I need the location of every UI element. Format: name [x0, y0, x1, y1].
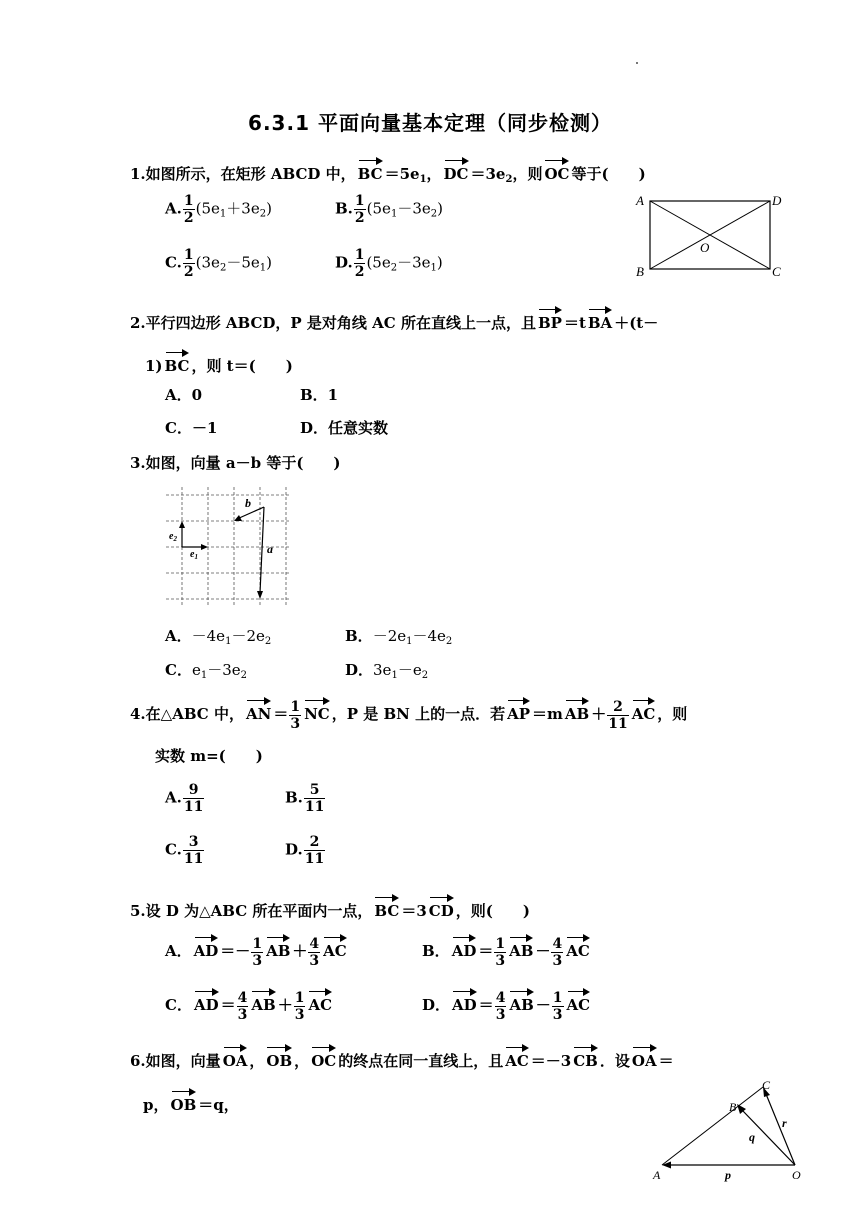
- numerator: 1: [290, 698, 301, 715]
- label-e1-letter: e: [190, 549, 195, 560]
- q2-option-c[interactable]: C．－1: [165, 419, 218, 437]
- eq-text: ＝t: [563, 314, 586, 332]
- denominator: 3: [552, 952, 563, 969]
- vector-bp: BP: [538, 305, 562, 331]
- fraction: [494, 936, 506, 969]
- vector-ab: AB: [251, 987, 275, 1013]
- label-p: p: [725, 1168, 731, 1182]
- subscript: 2: [390, 262, 398, 274]
- vector-bc: BC: [374, 893, 399, 919]
- numerator: 1: [294, 989, 305, 1006]
- q4-option-d[interactable]: [285, 834, 326, 867]
- question-text: ，P 是 BN 上的一点．若: [331, 705, 506, 723]
- vector-a: [260, 507, 264, 593]
- subscript: 2: [259, 208, 267, 220]
- option-label: D.: [335, 253, 353, 272]
- numerator: 1: [183, 247, 194, 263]
- subscript: 1: [419, 174, 427, 185]
- vector-ad: AD: [194, 933, 219, 959]
- operator: ＋: [277, 996, 293, 1014]
- eq-text: ＋: [591, 705, 607, 723]
- option-text: －3e: [207, 661, 241, 679]
- question-4: [130, 696, 687, 732]
- fraction: [183, 193, 195, 226]
- ask-text: ，则 t＝( ): [191, 357, 293, 375]
- vector-ab: AB: [509, 987, 533, 1013]
- option-text: (5e: [366, 199, 391, 218]
- option-label: C．: [165, 996, 192, 1014]
- question-6: [130, 1043, 674, 1071]
- vector-oc: OC: [311, 1043, 336, 1069]
- option-label: A．: [165, 627, 192, 645]
- question-text: 如图，向量 a－b 等于( ): [145, 454, 341, 472]
- question-number: 4.: [130, 705, 146, 723]
- numerator: 2: [304, 834, 325, 851]
- option-text: －4e: [191, 627, 226, 645]
- denominator: 3: [237, 1006, 248, 1023]
- vector-dc: DC: [444, 156, 469, 182]
- numerator: 4: [309, 935, 320, 952]
- option-label: D．: [345, 661, 374, 679]
- numerator: 9: [183, 782, 204, 799]
- subscript: 1: [430, 262, 437, 274]
- vector-bc: BC: [165, 348, 190, 374]
- label-c: C: [762, 1078, 771, 1092]
- question-4-line2: 实数 m=( ): [155, 747, 263, 765]
- denominator: 2: [183, 264, 194, 280]
- fraction: [289, 699, 301, 732]
- fraction: [183, 782, 204, 815]
- eq-text: ＝: [658, 1052, 674, 1070]
- q5-option-c[interactable]: [165, 987, 334, 1023]
- numerator: 4: [552, 935, 563, 952]
- q3-option-b[interactable]: [345, 626, 452, 652]
- subscript: 2: [421, 670, 429, 681]
- question-text: ＝q，: [198, 1096, 239, 1114]
- label-r: r: [782, 1116, 787, 1130]
- numerator: 1: [552, 989, 563, 1006]
- denominator: 2: [354, 264, 365, 280]
- eq-text: ＝: [478, 996, 494, 1014]
- label-b: B: [729, 1100, 737, 1114]
- option-text: ＋3e: [226, 199, 260, 218]
- option-text: －e: [397, 661, 422, 679]
- question-3: [130, 453, 341, 473]
- option-text: ): [266, 199, 272, 218]
- fraction: [552, 990, 564, 1023]
- label-e1: [190, 549, 198, 561]
- vector-ad: AD: [452, 933, 477, 959]
- label-b: b: [245, 496, 251, 510]
- option-label: B.: [335, 199, 353, 218]
- denominator: 11: [304, 851, 325, 867]
- option-text: (3e: [195, 253, 220, 272]
- option-text: －5e: [226, 253, 260, 272]
- numerator: 1: [252, 935, 263, 952]
- denominator: 11: [608, 715, 628, 732]
- option-label: C.: [165, 840, 182, 859]
- eq-text: ＝: [273, 705, 289, 723]
- vector-oc: OC: [544, 156, 569, 182]
- label-a: a: [267, 542, 273, 556]
- separator: ，: [294, 1052, 310, 1070]
- fraction: [308, 936, 320, 969]
- numerator: 1: [354, 247, 365, 263]
- vector-nc: NC: [304, 696, 330, 722]
- subscript: 1: [391, 670, 398, 681]
- then-text: ，则: [512, 165, 543, 183]
- question-text: 如图，向量: [145, 1052, 221, 1070]
- denominator: 2: [183, 210, 194, 226]
- fraction: [304, 782, 325, 815]
- question-1: [130, 156, 646, 190]
- numerator: 2: [607, 699, 628, 716]
- vector-ac: AC: [323, 933, 347, 959]
- label-c: C: [772, 264, 781, 279]
- vector-ac: AC: [567, 987, 591, 1013]
- vector-r: [766, 1094, 795, 1165]
- q1-option-a[interactable]: [165, 193, 272, 226]
- fraction: [354, 247, 366, 280]
- question-text: 在△ABC 中，: [145, 705, 244, 723]
- arrowhead-e1: [201, 544, 208, 550]
- vector-ob: OB: [266, 1043, 292, 1069]
- fraction: [294, 990, 306, 1023]
- vector-cb: CB: [573, 1043, 598, 1069]
- eq-text: ＝5e: [384, 165, 420, 183]
- option-label: D．: [422, 996, 451, 1014]
- denominator: 3: [495, 952, 506, 969]
- subscript: 1: [200, 670, 208, 681]
- denominator: 11: [183, 851, 204, 867]
- q2-option-d[interactable]: D．任意实数: [300, 419, 389, 437]
- vector-ob: OB: [171, 1087, 197, 1113]
- ask-text: 等于( ): [571, 165, 646, 183]
- question-number: 1.: [130, 165, 146, 183]
- subscript: 2: [430, 208, 438, 220]
- arrowhead-a: [257, 591, 263, 599]
- subscript: 1: [259, 262, 267, 274]
- fraction: [183, 834, 204, 867]
- fraction: [495, 990, 507, 1023]
- vector-cd: CD: [429, 893, 454, 919]
- option-text: －3e: [397, 199, 431, 218]
- question-text: 如图所示，在矩形 ABCD 中，: [145, 165, 356, 183]
- vector-ac: AC: [308, 987, 332, 1013]
- subscript: 2: [240, 670, 248, 681]
- fraction: [354, 193, 366, 226]
- q4-option-b[interactable]: [285, 782, 326, 815]
- eq-text: ＝3: [401, 902, 427, 920]
- label-e2-sub: 2: [173, 535, 177, 543]
- vector-bc: BC: [358, 156, 383, 182]
- eq-text: ＝m: [532, 705, 563, 723]
- subscript: 2: [505, 174, 513, 185]
- q1-option-b[interactable]: [335, 193, 443, 226]
- operator: －: [535, 996, 551, 1014]
- label-q: q: [749, 1130, 755, 1144]
- option-text: －4e: [412, 627, 446, 645]
- vector-ab: AB: [509, 933, 533, 959]
- vector-ac: AC: [505, 1043, 529, 1069]
- arrowhead-b: [234, 515, 242, 521]
- question-text: ，则: [657, 705, 688, 723]
- separator: ，: [426, 165, 442, 183]
- numerator: 5: [304, 782, 325, 799]
- eq-text: ＝: [220, 996, 236, 1014]
- label-e1-sub: 1: [194, 553, 198, 561]
- numerator: 1: [495, 935, 506, 952]
- fraction: [237, 990, 249, 1023]
- arrowhead-e2: [179, 521, 185, 528]
- vector-oa: OA: [223, 1043, 248, 1069]
- numerator: 1: [183, 193, 194, 209]
- separator: ，: [249, 1052, 265, 1070]
- vector-oa: OA: [632, 1043, 657, 1069]
- option-text: (5e: [195, 199, 220, 218]
- option-text: 3e: [373, 661, 392, 679]
- q4-option-c[interactable]: [165, 834, 205, 867]
- q5-option-b[interactable]: [422, 933, 592, 969]
- q2-option-b[interactable]: B．1: [300, 386, 339, 404]
- label-d: D: [772, 193, 782, 208]
- question-text: 平行四边形 ABCD，P 是对角线 AC 所在直线上一点，且: [145, 314, 536, 332]
- option-text: －2e: [372, 627, 407, 645]
- denominator: 3: [290, 715, 301, 732]
- option-text: ): [266, 253, 272, 272]
- fraction: [183, 247, 195, 280]
- question-6-line2: [143, 1087, 239, 1115]
- fraction: [607, 699, 628, 732]
- option-label: B.: [285, 788, 303, 807]
- label-o: O: [700, 240, 710, 255]
- vector-ac: AC: [566, 933, 590, 959]
- option-label: B．: [422, 942, 450, 960]
- label-b: B: [636, 264, 644, 279]
- denominator: 11: [183, 799, 204, 815]
- question-5: [130, 893, 530, 921]
- fraction: [304, 834, 325, 867]
- question-number: 6.: [130, 1052, 146, 1070]
- fraction: [251, 936, 263, 969]
- denominator: 2: [354, 210, 365, 226]
- q5-option-d[interactable]: [422, 987, 592, 1023]
- option-text: (5e: [366, 253, 391, 272]
- vector-ab: AB: [266, 933, 290, 959]
- eq-text: ＝－: [220, 942, 251, 960]
- vector-ad: AD: [452, 987, 477, 1013]
- subscript: 2: [219, 262, 227, 274]
- denominator: 3: [309, 952, 320, 969]
- page-title: 6.3.1 平面向量基本定理（同步检测）: [248, 111, 612, 135]
- grid-vector-figure: [160, 485, 300, 610]
- subscript: 1: [219, 208, 227, 220]
- subscript: 1: [225, 636, 232, 647]
- q3-option-c[interactable]: [165, 660, 247, 686]
- label-o: O: [792, 1168, 801, 1182]
- option-text: －2e: [231, 627, 265, 645]
- question-number: 2.: [130, 314, 146, 332]
- label-a: A: [653, 1168, 661, 1182]
- subscript: 1: [406, 636, 413, 647]
- denominator: 3: [252, 952, 263, 969]
- eq-text: ＝: [478, 942, 494, 960]
- subscript: 2: [445, 636, 453, 647]
- vector-ap: AP: [507, 696, 530, 722]
- option-label: D.: [285, 840, 303, 859]
- denominator: 3: [294, 1006, 305, 1023]
- ask-text: ，则( ): [455, 902, 530, 920]
- question-2-line2: [145, 348, 293, 376]
- vector-ab: AB: [565, 696, 589, 722]
- fraction: [551, 936, 563, 969]
- triangle-vector-figure: [645, 1075, 810, 1185]
- q5-option-a[interactable]: [165, 933, 349, 969]
- operator: ＋: [292, 942, 308, 960]
- question-text: ．设: [599, 1052, 630, 1070]
- subscript: 2: [264, 636, 272, 647]
- q1-option-c[interactable]: [165, 247, 272, 280]
- denominator: 3: [552, 1006, 563, 1023]
- eq-text: ＝3e: [470, 165, 506, 183]
- question-2: [130, 305, 658, 333]
- question-text: 的终点在同一直线上，且: [338, 1052, 504, 1070]
- q3-option-d[interactable]: [345, 660, 428, 686]
- option-text: ): [437, 199, 443, 218]
- vector-ad: AD: [194, 987, 219, 1013]
- numerator: 1: [354, 193, 365, 209]
- vector-an: AN: [246, 696, 271, 722]
- question-text: p，: [143, 1096, 169, 1114]
- question-text: 设 D 为△ABC 所在平面内一点，: [145, 902, 373, 920]
- question-number: 5.: [130, 902, 146, 920]
- q4-option-a[interactable]: [165, 782, 205, 815]
- option-label: C.: [165, 253, 182, 272]
- eq-text: ＝－3: [530, 1052, 572, 1070]
- scan-dot: [636, 62, 638, 64]
- label-a: A: [636, 193, 644, 208]
- denominator: 3: [495, 1006, 506, 1023]
- operator: －: [535, 942, 551, 960]
- eq-text: ＋(t－: [614, 314, 659, 332]
- subscript: 1: [390, 208, 398, 220]
- question-text: 1): [145, 357, 163, 375]
- numerator: 4: [237, 989, 248, 1006]
- option-label: A．: [165, 942, 192, 960]
- arrowhead-p: [662, 1162, 671, 1169]
- label-e2: [169, 531, 177, 543]
- option-text: －3e: [397, 253, 431, 272]
- numerator: 4: [495, 989, 506, 1006]
- rectangle-figure: [630, 190, 790, 280]
- denominator: 11: [304, 799, 325, 815]
- option-label: B．: [345, 627, 373, 645]
- option-label: A.: [165, 199, 182, 218]
- q2-option-a[interactable]: A．0: [165, 386, 203, 404]
- option-text: e: [191, 661, 201, 679]
- numerator: 3: [183, 834, 204, 851]
- vector-ba: BA: [588, 305, 612, 331]
- option-label: C．: [165, 661, 192, 679]
- q1-option-d[interactable]: [335, 247, 443, 280]
- line-acb: [662, 1087, 763, 1165]
- label-e2-letter: e: [169, 531, 174, 542]
- vector-ac: AC: [632, 696, 656, 722]
- question-number: 3.: [130, 454, 146, 472]
- option-text: ): [436, 253, 443, 272]
- q3-option-a[interactable]: [165, 626, 271, 652]
- option-label: A.: [165, 788, 182, 807]
